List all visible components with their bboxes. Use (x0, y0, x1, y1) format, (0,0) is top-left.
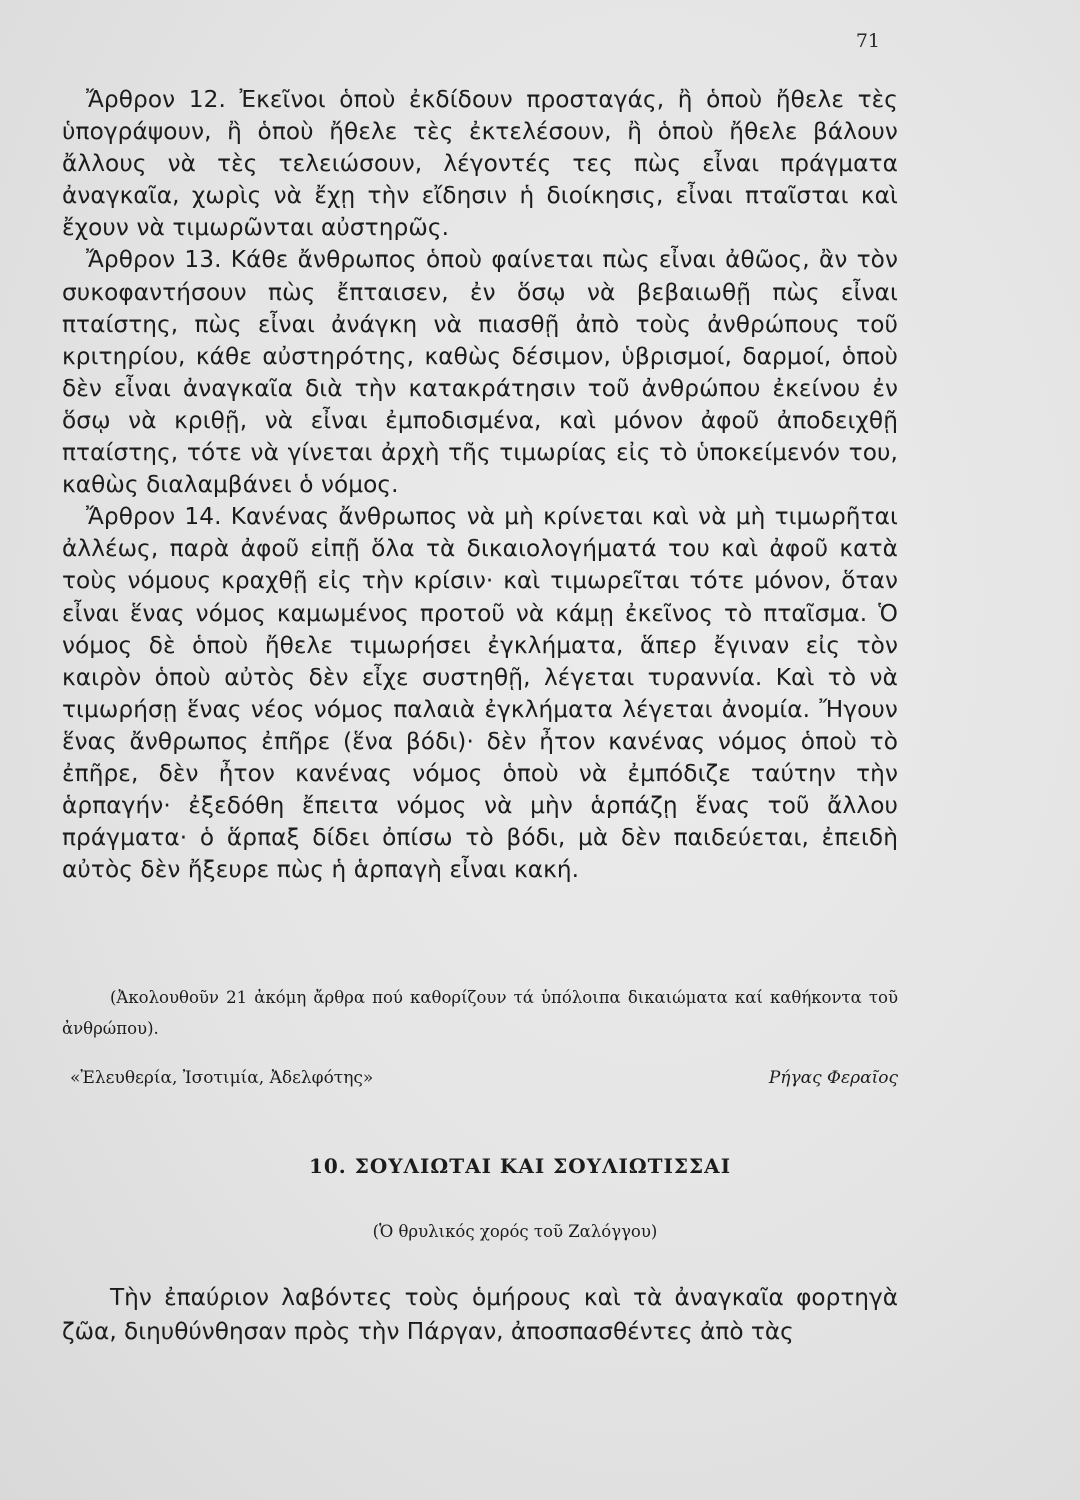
chapter-title (0, 1154, 1080, 1178)
chapter-body (62, 1281, 898, 1349)
editorial-note (62, 982, 898, 1044)
article-14: Ἄρθρον 14. Κανένας ἄνθρωπος νὰ μὴ κρίνεται καὶ νὰ μὴ τιμωρῆται ἀλλέως, παρὰ ἀφοῦ εἰπῇ ὅλα τὰ δικαιολογήματά του καὶ ἀφοῦ κατὰ τοὺς νόμους κραχθῇ εἰς τὴν κρίσιν· καὶ τιμωρεῖται τότε μόνον, ὅταν εἶναι ἕνας νόμος καμωμένος προτοῦ νὰ κάμῃ ἐκεῖνος τὸ πταῖσμα. Ὁ νόμος δὲ ὁποὺ ἤθελε τιμωρήσει ἐγκλήματα, ἅπερ ἔγιναν εἰς τὸν καιρὸν ὁποὺ αὐτὸς δὲν εἶχε συστηθῇ, λέγεται τυραννία. Καὶ τὸ νὰ τιμωρήσῃ ἕνας νέος νόμος παλαιὰ ἐγκλήματα λέγεται ἀνομία. Ἤγουν ἕνας ἄνθρωπος ἐπῆρε (ἕνα βόδι)· δὲν ἦτον κανένας νόμος ὁποὺ τὸ ἐπῆρε, δὲν ἦτον κανένας νόμος ὁποὺ νὰ ἐμπόδιζε ταύτην τὴν ἁρπαγήν· ἐξεδόθη ἔπειτα νόμος νὰ μὴν ἁρπάζῃ ἕνας τοῦ ἄλλου πράγματα· ὁ ἅρπαξ δίδει ὀπίσω τὸ βόδι, μὰ δὲν παιδεύεται, ἐπειδὴ αὐτὸς δὲν ἤξευρε πὼς ἡ ἁρπαγὴ εἶναι κακή. (62, 503, 898, 884)
page-number: 71 (855, 30, 880, 52)
author-signature: Ρήγας Φεραῖος (768, 1068, 898, 1088)
chapter-paragraph: Τὴν ἐπαύριον λαβόντες τοὺς ὁμήρους καὶ τὰ ἀναγκαῖα φορτηγὰ ζῶα, διηυθύνθησαν πρὸς τὴν Πάργαν, ἀποσπασθέντες ἀπὸ τὰς (62, 1284, 898, 1345)
chapter-subtitle-text: (Ὁ θρυλικός χορός τοῦ Ζαλόγγου) (372, 1222, 658, 1241)
chapter-title-text: 10. ΣΟΥΛΙΩΤΑΙ ΚΑΙ ΣΟΥΛΙΩΤΙΣΣΑΙ (308, 1154, 732, 1178)
chapter-subtitle (0, 1222, 1080, 1241)
articles-section (62, 84, 898, 886)
article-12: Ἄρθρον 12. Ἐκεῖνοι ὁποὺ ἐκδίδουν προσταγάς, ἢ ὁποὺ ἤθελε τὲς ὑπογράψουν, ἢ ὁποὺ ἤθελε τὲς ἐκτελέσουν, ἢ ὁποὺ ἤθελε βάλουν ἄλλους νὰ τὲς τελειώσουν, λέγοντές τες πὼς εἶναι πράγματα ἀναγκαῖα, χωρὶς νὰ ἔχῃ τὴν εἴδησιν ἡ διοίκησις, εἶναι πταῖσται καὶ ἔχουν νὰ τιμωρῶνται αὐστηρῶς. (62, 86, 898, 242)
slogan: «Ἐλευθερία, Ἰσοτιμία, Ἀδελφότης» (70, 1068, 374, 1088)
note-text: (Ἀκολουθοῦν 21 ἀκόμη ἄρθρα πού καθορίζουν τά ὑπόλοιπα δικαιώματα καί καθήκοντα τοῦ ἀνθρώπου). (62, 988, 898, 1038)
article-13: Ἄρθρον 13. Κάθε ἄνθρωπος ὁποὺ φαίνεται πὼς εἶναι ἀθῶος, ἂν τὸν συκοφαντήσουν πὼς ἔπταισεν, ἐν ὅσῳ νὰ βεβαιωθῇ πὼς εἶναι πταίστης, πὼς εἶναι ἀνάγκη νὰ πιασθῇ ἀπὸ τοὺς ἀνθρώπους τοῦ κριτηρίου, κάθε αὐστηρότης, καθὼς δέσιμον, ὑβρισμοί, δαρμοί, ὁποὺ δὲν εἶναι ἀναγκαῖα διὰ τὴν κατακράτησιν τοῦ ἀνθρώπου ἐκείνου ἐν ὅσῳ νὰ κριθῇ, νὰ εἶναι ἐμποδισμένα, καὶ μόνον ἀφοῦ ἀποδειχθῇ πταίστης, τότε νὰ γίνεται ἀρχὴ τῆς τιμωρίας εἰς τὸ ὑποκείμενόν του, καθὼς διαλαμβάνει ὁ νόμος. (62, 246, 898, 499)
